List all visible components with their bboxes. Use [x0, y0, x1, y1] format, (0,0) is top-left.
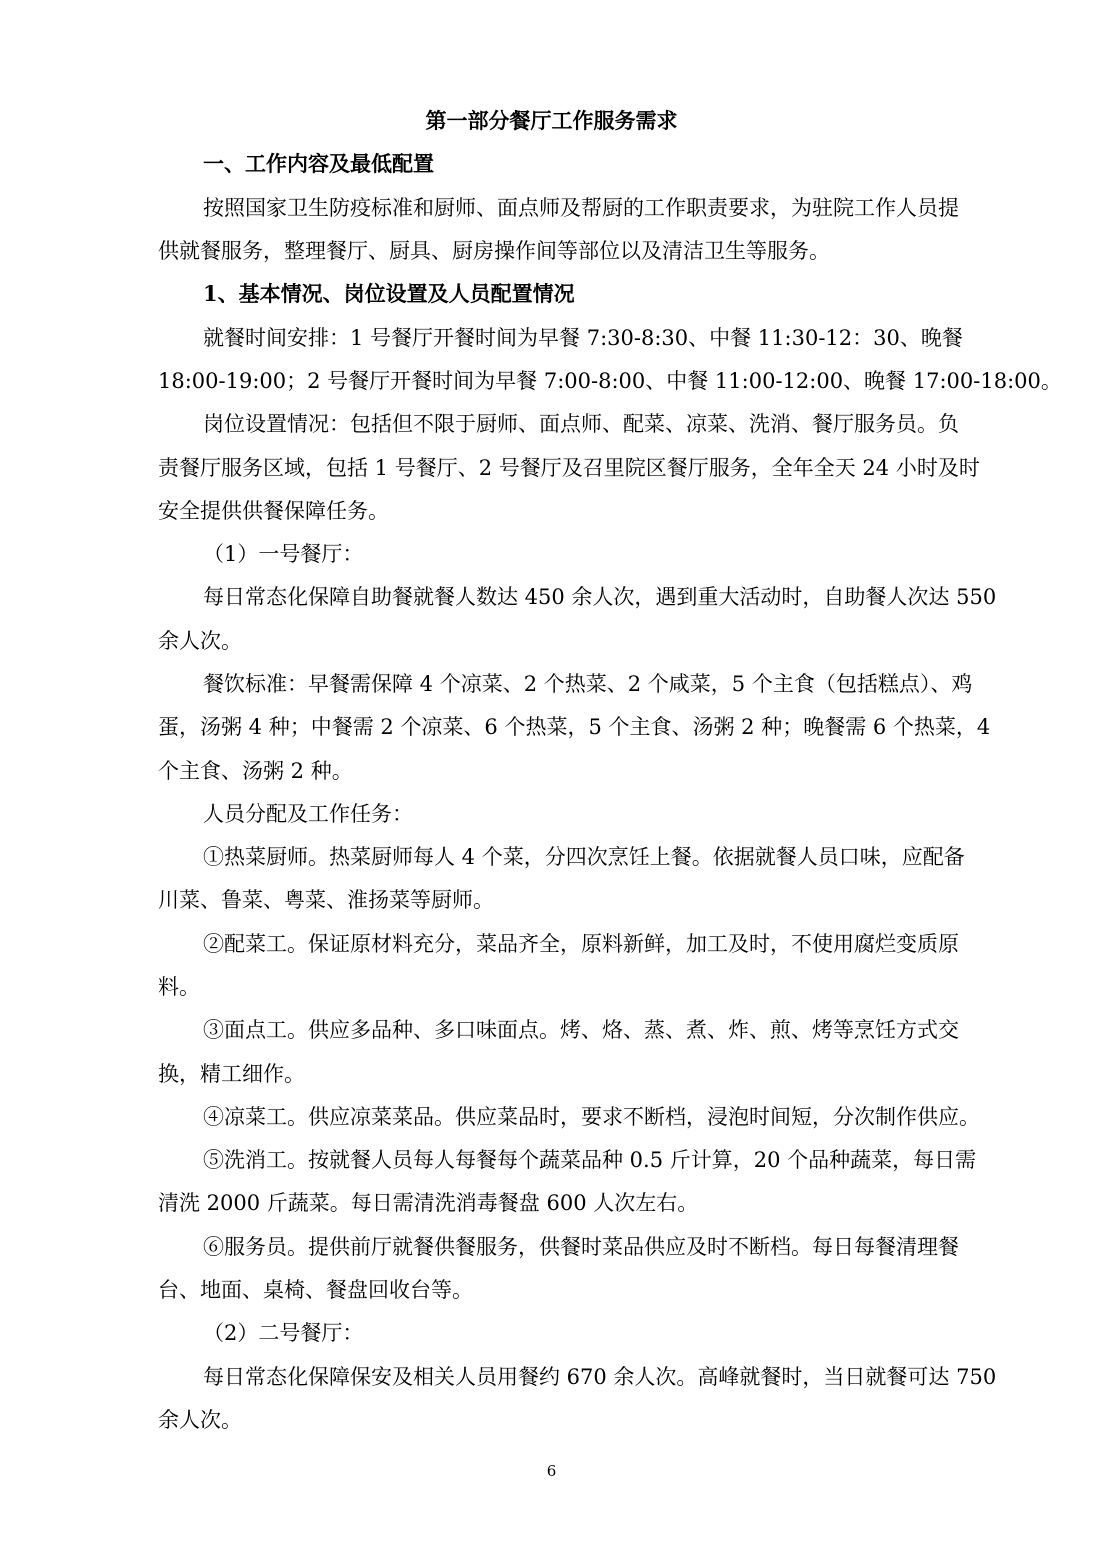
list-item: ⑤洗消工。按就餐人员每人每餐每个蔬菜品种 0.5 斤计算，20 个品种蔬菜，每日需: [203, 1148, 977, 1172]
list-item: ③面点工。供应多品种、多口味面点。烤、烙、蒸、煮、炸、煎、烤等烹饪方式交: [203, 1018, 959, 1042]
list-item: ⑥服务员。提供前厅就餐供餐服务，供餐时菜品供应及时不断档。每日每餐清理餐: [203, 1235, 959, 1259]
list-item: 川菜、鲁菜、粤菜、淮扬菜等厨师。: [158, 888, 494, 912]
list-item: ④凉菜工。供应凉菜菜品。供应菜品时，要求不断档，浸泡时间短，分次制作供应。: [203, 1105, 980, 1129]
paragraph-line: 按照国家卫生防疫标准和厨师、面点师及帮厨的工作职责要求，为驻院工作人员提: [203, 196, 959, 220]
list-item: ②配菜工。保证原材料充分，菜品齐全，原料新鲜，加工及时，不使用腐烂变质原: [203, 932, 959, 956]
paragraph-line: 人员分配及工作任务：: [203, 802, 413, 826]
list-item: 料。: [158, 975, 200, 999]
list-item: ①热菜厨师。热菜厨师每人 4 个菜，分四次烹饪上餐。依据就餐人员口味，应配备: [203, 845, 965, 869]
subsection-heading: 1、基本情况、岗位设置及人员配置情况: [203, 281, 575, 306]
paragraph-line: 个主食、汤粥 2 种。: [158, 759, 353, 783]
list-item: 换，精工细作。: [158, 1062, 305, 1086]
paragraph-line: 余人次。: [158, 629, 242, 653]
list-heading: （2）二号餐厅：: [203, 1321, 364, 1345]
paragraph-line: 蛋，汤粥 4 种；中餐需 2 个凉菜、6 个热菜，5 个主食、汤粥 2 种；晚餐需 6 个热菜，4: [158, 715, 991, 739]
list-item: 清洗 2000 斤蔬菜。每日需清洗消毒餐盘 600 人次左右。: [158, 1191, 699, 1215]
paragraph-line: 每日常态化保障保安及相关人员用餐约 670 余人次。高峰就餐时，当日就餐可达 750: [203, 1365, 997, 1389]
paragraph-line: 责餐厅服务区域，包括 1 号餐厅、2 号餐厅及召里院区餐厅服务，全年全天 24 小时及时: [158, 456, 980, 480]
paragraph-line: 供就餐服务，整理餐厅、厨具、厨房操作间等部位以及清洁卫生等服务。: [158, 239, 830, 263]
paragraph-line: 每日常态化保障自助餐就餐人数达 450 余人次，遇到重大活动时，自助餐人次达 550: [203, 585, 997, 609]
list-heading: （1）一号餐厅：: [203, 542, 364, 566]
paragraph-line: 岗位设置情况：包括但不限于厨师、面点师、配菜、凉菜、洗消、餐厅服务员。负: [203, 412, 959, 436]
paragraph-line: 餐饮标准：早餐需保障 4 个凉菜、2 个热菜、2 个咸菜，5 个主食（包括糕点）、鸡: [203, 672, 973, 696]
paragraph-line: 安全提供供餐保障任务。: [158, 499, 389, 523]
paragraph-line: 18:00-19:00；2 号餐厅开餐时间为早餐 7:00-8:00、中餐 11:00-12:00、晚餐 17:00-18:00。: [158, 369, 1062, 393]
paragraph-line: 就餐时间安排：1 号餐厅开餐时间为早餐 7:30-8:30、中餐 11:30-12：30、晚餐: [203, 326, 963, 350]
page-number: 6: [546, 1462, 557, 1480]
paragraph-line: 余人次。: [158, 1408, 242, 1432]
list-item: 台、地面、桌椅、餐盘回收台等。: [158, 1278, 473, 1302]
section-heading: 一、工作内容及最低配置: [203, 151, 434, 176]
page-title: 第一部分餐厅工作服务需求: [425, 108, 678, 133]
